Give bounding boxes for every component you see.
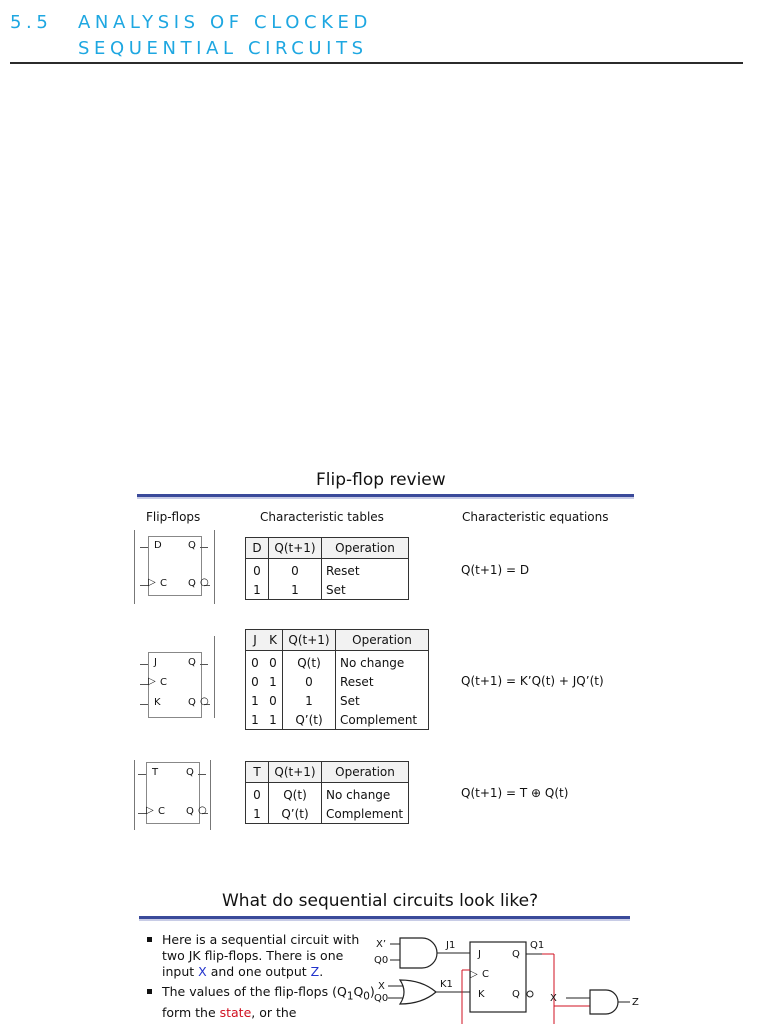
circuit-label: J [478, 949, 481, 960]
cell: 1 [283, 691, 336, 710]
slide2-title-bar [139, 916, 630, 921]
cell: 0 [246, 783, 269, 805]
cell: 1 [246, 691, 265, 710]
table-header: J [246, 630, 265, 651]
cell: Complement [336, 710, 429, 730]
d-flipflop-symbol [134, 530, 216, 602]
d-pin-c: C [160, 578, 167, 589]
slide1-title-bar [137, 494, 634, 499]
circuit-label: K1 [440, 979, 453, 990]
cell: 1 [246, 710, 265, 730]
cell: 0 [264, 691, 283, 710]
bullet-text: ) form the [162, 984, 375, 1020]
circuit-label: X [378, 981, 385, 992]
circuit-label: Q1 [530, 940, 545, 951]
table-header: Operation [322, 538, 409, 559]
jk-char-table [245, 629, 429, 730]
t-pin-q: Q [186, 767, 194, 778]
col-head-flipflops: Flip-flops [146, 510, 201, 524]
table-row [246, 710, 429, 730]
cell: No change [336, 651, 429, 673]
cell: Reset [322, 559, 409, 581]
t-equation: Q(t+1) = T ⊕ Q(t) [461, 786, 569, 800]
state-highlight: state [219, 1004, 252, 1020]
cell: 0 [246, 672, 265, 691]
table-row [246, 691, 429, 710]
output-z-highlight: Z [310, 964, 320, 979]
table-header: T [246, 762, 269, 783]
cell: 0 [264, 651, 283, 673]
table-header: Operation [336, 630, 429, 651]
cell: 1 [264, 710, 283, 730]
bullet-text: . [319, 964, 324, 979]
cell: Reset [336, 672, 429, 691]
circuit-label: J1 [446, 940, 456, 951]
cell: Q(t) [283, 651, 336, 673]
sequential-circuit-diagram [370, 930, 650, 1024]
clock-triangle-icon: ▷ [146, 805, 154, 816]
cell: 0 [283, 672, 336, 691]
and-gate-icon [590, 990, 618, 1014]
list-item [145, 984, 375, 1021]
jk-equation: Q(t+1) = K’Q(t) + JQ’(t) [461, 674, 604, 688]
circuit-label: X [550, 993, 557, 1004]
t-pin-c: C [158, 806, 165, 817]
circuit-label: C [482, 969, 489, 980]
circuit-label: Q [512, 949, 520, 960]
and-gate-icon [400, 938, 437, 968]
bullet-text: Here is a sequential circuit with two JK flip-flops. There is one input [162, 932, 360, 979]
list-item [145, 932, 375, 980]
jk-pin-k: K [154, 697, 161, 708]
table-row [246, 580, 409, 600]
table-header: D [246, 538, 269, 559]
bubble-icon: ○ [200, 696, 209, 707]
circuit-label: K [478, 989, 485, 1000]
cell: 1 [246, 804, 269, 824]
bubble-icon: ○ [198, 805, 207, 816]
jk-flipflop-symbol [134, 648, 216, 720]
cell: Complement [322, 804, 409, 824]
circuit-label: Z [632, 997, 639, 1008]
cell: 1 [246, 580, 269, 600]
jk-pin-c: C [160, 677, 167, 688]
col-head-equations: Characteristic equations [462, 510, 609, 524]
cell: Q(t) [269, 783, 322, 805]
subscript: 0 [363, 990, 370, 1003]
table-row [246, 672, 429, 691]
cell: 1 [269, 580, 322, 600]
slide2-title: What do sequential circuits look like? [222, 891, 539, 911]
cell: Q’(t) [283, 710, 336, 730]
d-char-table [245, 537, 409, 600]
or-gate-icon [400, 980, 436, 1004]
table-header: Operation [322, 762, 409, 783]
circuit-label: Q0 [374, 955, 389, 966]
section-number: 5.5 [10, 12, 53, 33]
t-char-table [245, 761, 409, 824]
table-header: Q(t+1) [283, 630, 336, 651]
bullet-text: Q [353, 984, 364, 999]
table-header: Q(t+1) [269, 762, 322, 783]
table-row [246, 559, 409, 581]
table-header: Q(t+1) [269, 538, 322, 559]
t-pin-qbar: Q [186, 806, 194, 817]
heading-rule [10, 62, 743, 64]
clock-triangle-icon: ▷ [148, 577, 156, 588]
section-title-line1: ANALYSIS OF CLOCKED [78, 12, 372, 33]
cell: 0 [269, 559, 322, 581]
table-row [246, 804, 409, 824]
cell: Set [336, 691, 429, 710]
clock-triangle-icon: ▷ [470, 969, 478, 980]
bubble-icon [527, 991, 533, 997]
bubble-icon: ○ [200, 577, 209, 588]
table-row [246, 651, 429, 673]
jk-pin-qbar: Q [188, 697, 196, 708]
cell: No change [322, 783, 409, 805]
cell: 1 [264, 672, 283, 691]
t-pin-t: T [152, 767, 159, 778]
bullet-text: and one output [206, 964, 311, 979]
section-title-line2: SEQUENTIAL CIRCUITS [78, 38, 368, 59]
cell: 0 [246, 651, 265, 673]
section-heading [10, 10, 745, 62]
circuit-label: Q0 [374, 993, 389, 1004]
input-x-highlight: X [198, 964, 207, 979]
d-pin-qbar: Q [188, 578, 196, 589]
d-equation: Q(t+1) = D [461, 563, 530, 577]
circuit-label: Q [512, 989, 520, 1000]
t-flipflop-symbol [134, 760, 216, 830]
table-row [246, 783, 409, 805]
circuit-label: X’ [376, 939, 387, 950]
cell: Set [322, 580, 409, 600]
jk-pin-j: J [154, 657, 157, 668]
cell: 0 [246, 559, 269, 581]
slide1-title: Flip-flop review [316, 470, 446, 490]
subscript: 1 [346, 990, 354, 1003]
cell: Q’(t) [269, 804, 322, 824]
jk-pin-q: Q [188, 657, 196, 668]
clock-triangle-icon: ▷ [148, 676, 156, 687]
bullet-text: , or the [251, 1004, 297, 1020]
col-head-tables: Characteristic tables [260, 510, 384, 524]
d-pin-d: D [154, 540, 162, 551]
bullet-text: The values of the flip-flops (Q [162, 984, 347, 999]
table-header: K [264, 630, 283, 651]
d-pin-q: Q [188, 540, 196, 551]
slide2-bullets [145, 932, 375, 1025]
